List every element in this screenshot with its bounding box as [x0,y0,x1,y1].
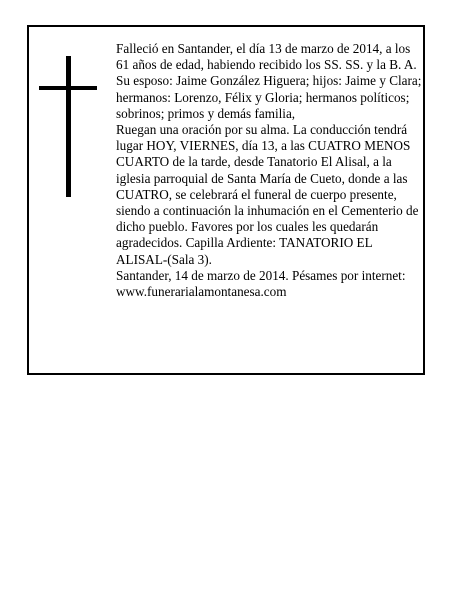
place-date-website: Santander, 14 de marzo de 2014. Pésames por internet: www.funerarialamontanesa.com [116,267,406,300]
family-list: Su esposo: Jaime González Higuera; hijos: Jaime y Clara; hermanos: Lorenzo, Félix y Gloria; hermanos políticos; sobrinos; primos y demás familia, [116,73,422,121]
cross-vertical-bar [66,56,71,197]
funeral-details: Ruegan una oración por su alma. La conducción tendrá lugar HOY, VIERNES, día 13, a las CUATRO MENOS CUARTO de la tarde, desde Tanatorio El Alisal, a la iglesia parroquial de Santa María de Cueto, donde a las CUATRO, se celebrará el funeral de cuerpo presente, siendo a continuación la inhumación en el Cementerio de dicho pueblo. Favores por los cuales les quedarán agradecidos. Capilla Ardiente: TANATORIO EL ALISAL-(Sala 3). [116,122,419,267]
cross-horizontal-bar [39,86,97,90]
death-announcement: Falleció en Santander, el día 13 de marzo de 2014, a los 61 años de edad, habiendo recibido los SS. SS. y la B. A. [116,41,417,73]
obituary-notice [27,25,425,375]
obituary-text [116,41,422,300]
